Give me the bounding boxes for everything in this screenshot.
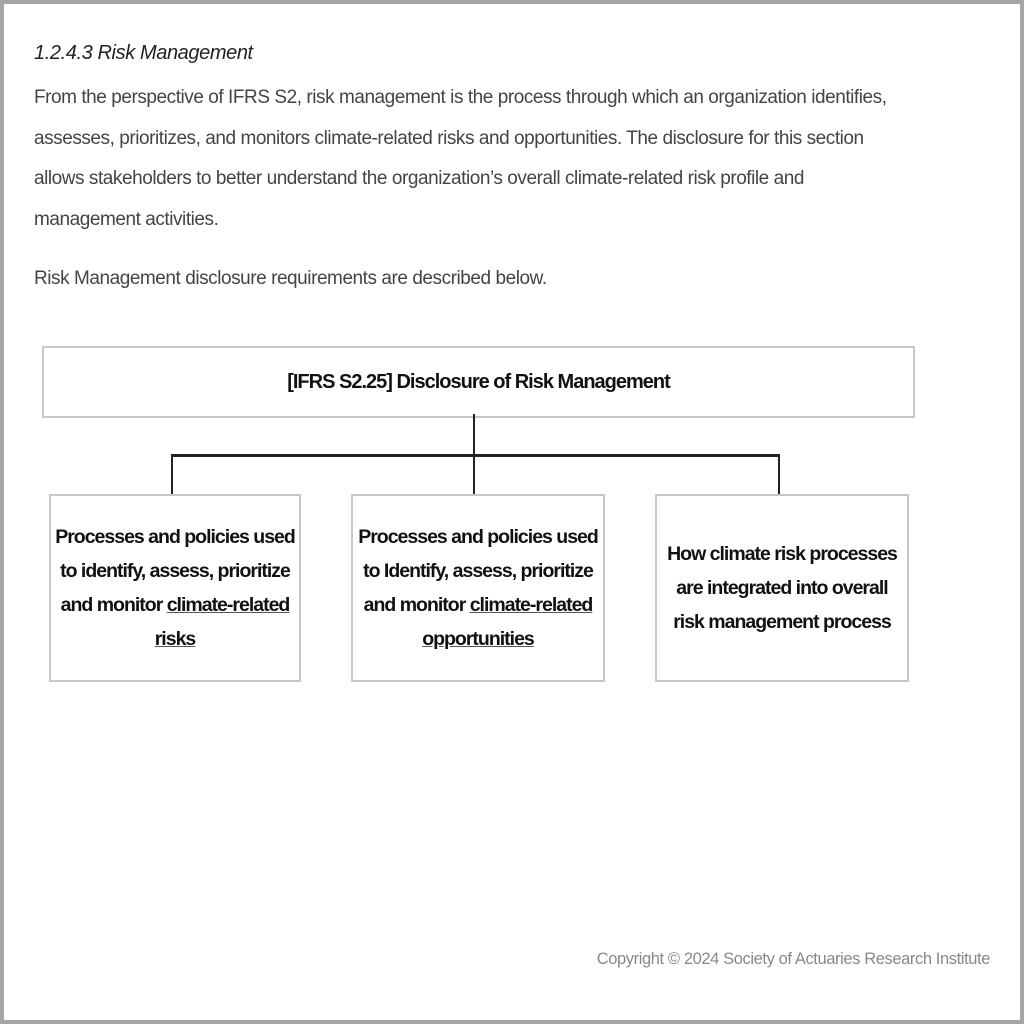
paragraph-line: allows stakeholders to better understand the organization’s overall climate-related risk profile and: [34, 168, 804, 189]
diagram-root-box: [42, 346, 915, 418]
underlined-term: climate-related risks: [154, 594, 290, 650]
diagram-child-box-risks: [49, 494, 301, 682]
diagram-child-text: How climate risk processes are integrated into overall risk management process: [667, 543, 897, 633]
connector-vertical-root: [473, 414, 475, 456]
connector-vertical-middle: [473, 454, 475, 494]
document-page: [4, 4, 1020, 1020]
diagram-child-text: Processes and policies used to identify, assess, prioritize and monitor climate-related risks: [55, 526, 295, 650]
underlined-term: climate-related opportunities: [422, 594, 593, 650]
diagram-root-label: [IFRS S2.25] Disclosure of Risk Management: [287, 370, 670, 393]
connector-horizontal: [171, 454, 780, 457]
intro-sentence: Risk Management disclosure requirements are described below.: [34, 268, 547, 289]
body-paragraph: [34, 78, 934, 240]
paragraph-line: From the perspective of IFRS S2, risk management is the process through which an organization identifies,: [34, 87, 887, 108]
diagram-child-box-integration: [655, 494, 909, 682]
section-heading: 1.2.4.3 Risk Management: [34, 42, 253, 64]
diagram-child-box-opportunities: [351, 494, 605, 682]
connector-vertical-left: [171, 454, 173, 494]
paragraph-line: management activities.: [34, 208, 219, 230]
connector-vertical-right: [778, 454, 780, 494]
copyright-footer: Copyright © 2024 Society of Actuaries Research Institute: [596, 950, 990, 968]
paragraph-line: assesses, prioritizes, and monitors climate-related risks and opportunities. The disclosure for this section: [34, 127, 864, 149]
diagram-child-text: Processes and policies used to Identify, assess, prioritize and monitor climate-related opportunities: [358, 526, 598, 650]
